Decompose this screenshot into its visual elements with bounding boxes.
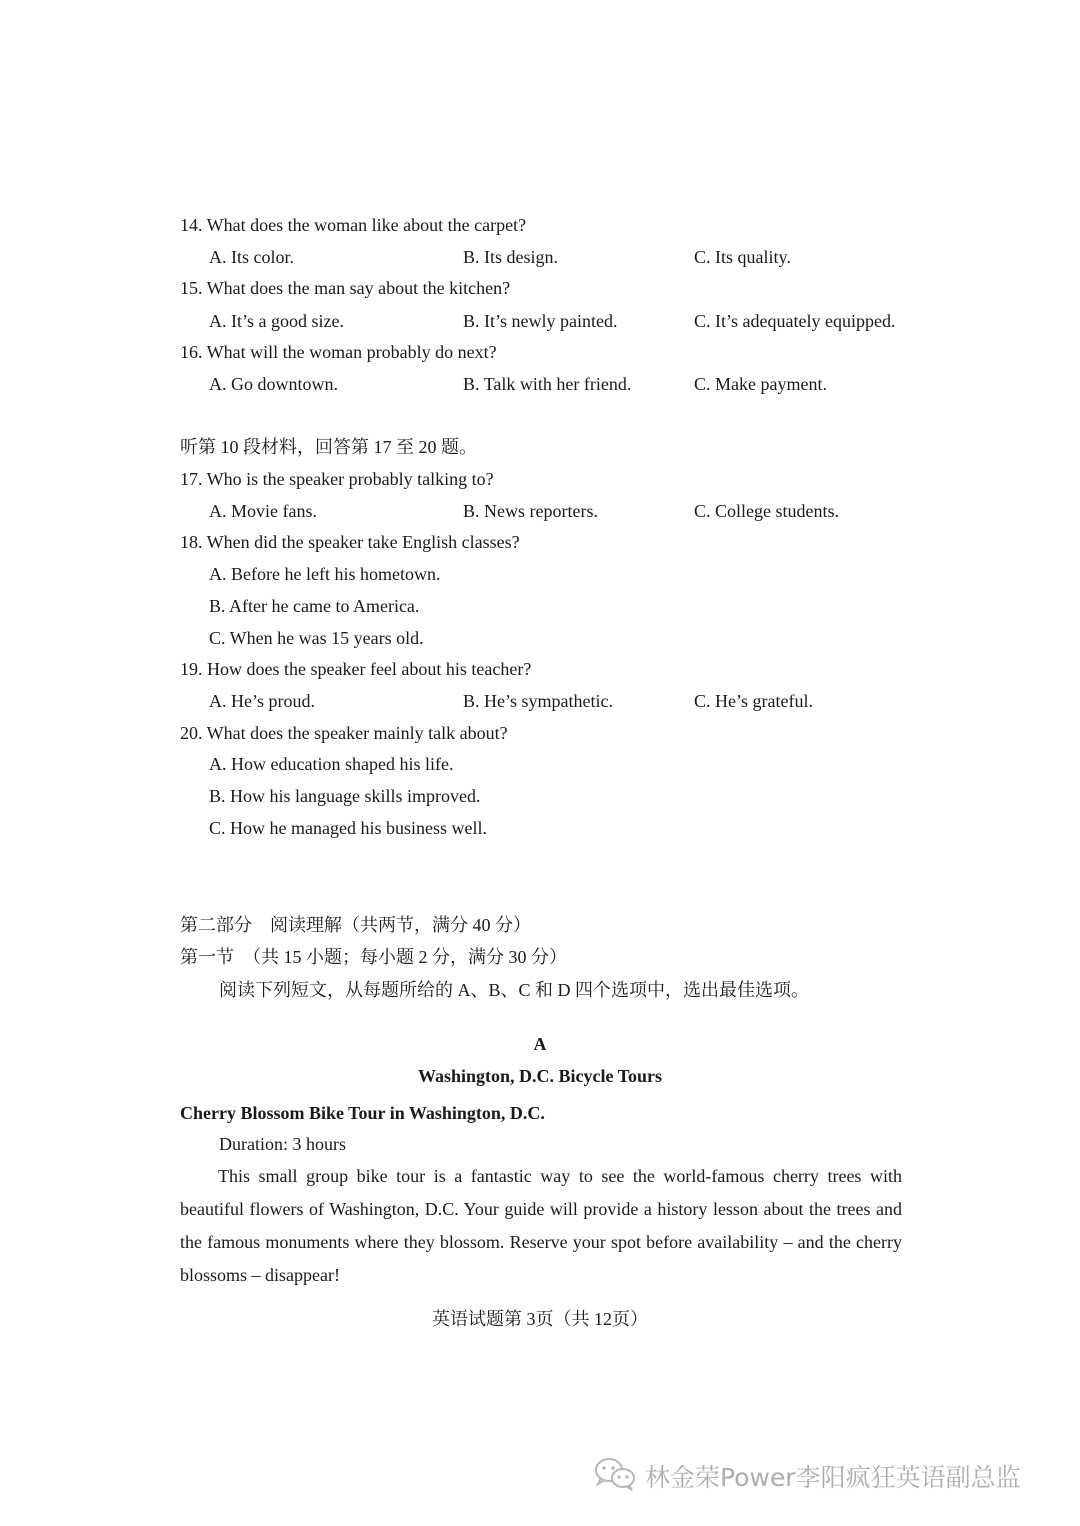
question-19-option-b: B. He’s sympathetic. <box>463 691 613 711</box>
page-footer: 英语试题第 3页（共 12页） <box>432 1309 648 1329</box>
question-18-option-a: A. Before he left his hometown. <box>209 564 441 584</box>
question-16-stem: 16. What will the woman probably do next? <box>180 342 497 362</box>
question-14-option-a: A. Its color. <box>209 247 294 267</box>
wechat-icon <box>593 1456 637 1497</box>
question-19-stem: 19. How does the speaker feel about his teacher? <box>180 659 532 679</box>
tour-duration: Duration: 3 hours <box>219 1134 346 1154</box>
question-16-option-a: A. Go downtown. <box>209 374 338 394</box>
question-20-stem: 20. What does the speaker mainly talk about? <box>180 723 508 743</box>
question-15-option-b: B. It’s newly painted. <box>463 311 618 331</box>
watermark-text: 林金荣Power李阳疯狂英语副总监 <box>645 1463 1021 1492</box>
part-2-title: 第二部分 阅读理解（共两节，满分 40 分） <box>180 915 531 935</box>
question-15-stem: 15. What does the man say about the kitchen? <box>180 278 511 298</box>
question-18-option-b: B. After he came to America. <box>209 596 420 616</box>
question-16-option-c: C. Make payment. <box>694 374 827 394</box>
question-18-option-c: C. When he was 15 years old. <box>209 628 424 648</box>
tour-name: Cherry Blossom Bike Tour in Washington, D.C. <box>180 1103 545 1123</box>
watermark <box>593 1456 1021 1496</box>
reading-instruction: 阅读下列短文，从每题所给的 A、B、C 和 D 四个选项中，选出最佳选项。 <box>219 980 810 1000</box>
question-15-option-a: A. It’s a good size. <box>209 311 344 331</box>
question-19-option-a: A. He’s proud. <box>209 691 315 711</box>
tour-description: This small group bike tour is a fantastic way to see the world-famous cherry trees with beautiful flowers of Washington, D.C. Your guide will provide a history lesson about the trees and the famous monuments where they blossom. Reserve your spot before availability – and the cherry blossoms – disappear! <box>180 1166 902 1285</box>
section-1-title: 第一节 （共 15 小题；每小题 2 分，满分 30 分） <box>180 947 567 967</box>
question-20-option-c: C. How he managed his business well. <box>209 818 487 838</box>
passage-letter: A <box>533 1034 547 1054</box>
question-18-stem: 18. When did the speaker take English classes? <box>180 532 520 552</box>
question-17-option-a: A. Movie fans. <box>209 501 317 521</box>
passage-title: Washington, D.C. Bicycle Tours <box>417 1066 663 1086</box>
question-20-option-a: A. How education shaped his life. <box>209 754 454 774</box>
section-10-instruction: 听第 10 段材料，回答第 17 至 20 题。 <box>180 437 477 457</box>
question-15-option-c: C. It’s adequately equipped. <box>694 311 896 331</box>
question-20-option-b: B. How his language skills improved. <box>209 786 481 806</box>
question-14-stem: 14. What does the woman like about the carpet? <box>180 215 527 235</box>
question-16-option-b: B. Talk with her friend. <box>463 374 632 394</box>
question-14-option-b: B. Its design. <box>463 247 559 267</box>
question-17-option-c: C. College students. <box>694 501 839 521</box>
question-17-option-b: B. News reporters. <box>463 501 598 521</box>
question-14-option-c: C. Its quality. <box>694 247 791 267</box>
question-17-stem: 17. Who is the speaker probably talking to? <box>180 469 494 489</box>
question-19-option-c: C. He’s grateful. <box>694 691 813 711</box>
